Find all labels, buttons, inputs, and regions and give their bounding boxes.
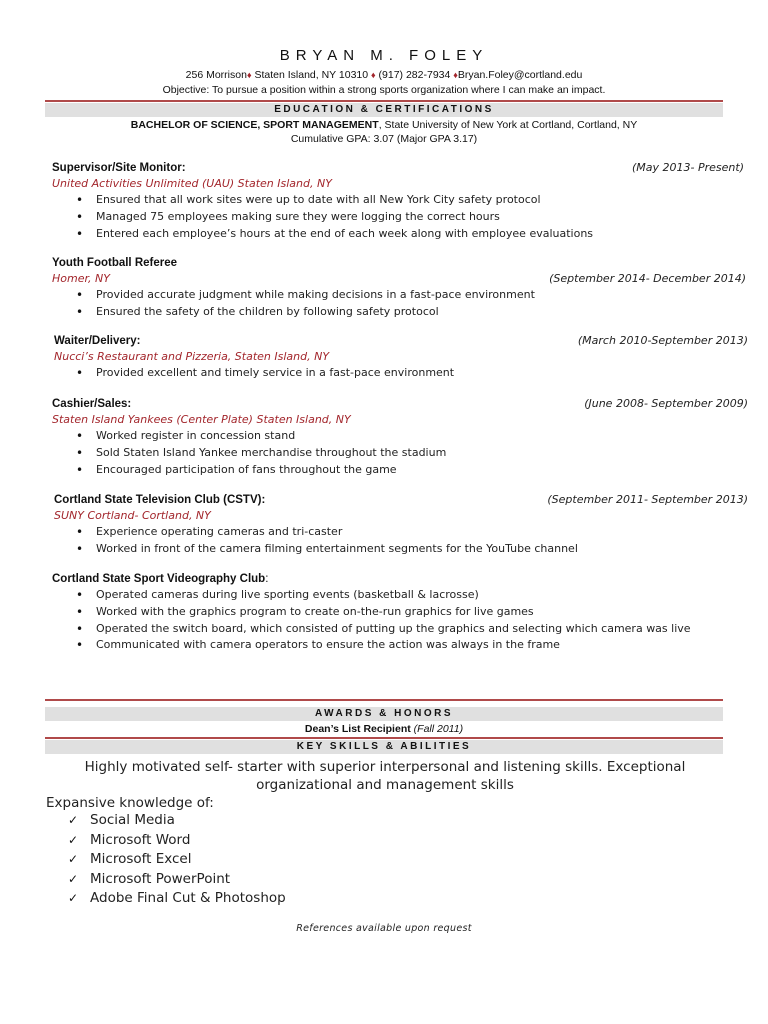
list-item: • Provided excellent and timely service in a fast-pace environment bbox=[76, 365, 754, 382]
knowledge-label: Expansive knowledge of: bbox=[46, 795, 214, 811]
job-bullets bbox=[76, 524, 754, 558]
job-bullets bbox=[76, 192, 752, 242]
skills-heading: KEY SKILLS & ABILITIES bbox=[45, 740, 723, 754]
city: Staten Island, NY 10310 bbox=[254, 69, 369, 81]
job-title: Waiter/Delivery: bbox=[54, 335, 141, 347]
skills-summary: Highly motivated self- starter with superior interpersonal and listening skills. Exceptional organizational and management skills bbox=[84, 759, 686, 793]
list-item: • Experience operating cameras and tri-caster bbox=[76, 524, 754, 541]
skill-label: Microsoft Word bbox=[90, 831, 191, 848]
list-item: • Worked register in concession stand bbox=[76, 428, 752, 445]
checkmark-icon: ✓ bbox=[68, 832, 79, 847]
checkmark-icon: ✓ bbox=[68, 813, 79, 827]
address: 256 Morrison bbox=[185, 69, 247, 81]
checkmark-icon: ✓ bbox=[68, 871, 79, 886]
job-title: Supervisor/Site Monitor: bbox=[52, 162, 186, 174]
list-item: • Sold Staten Island Yankee merchandise throughout the stadium bbox=[76, 445, 752, 462]
list-item: • Ensured the safety of the children by following safety protocol bbox=[76, 304, 752, 321]
list-item bbox=[68, 889, 286, 909]
references-note: References available upon request bbox=[296, 923, 472, 934]
job-title-suffix: : bbox=[265, 573, 269, 585]
job-title: Cortland State Television Club (CSTV): bbox=[54, 494, 266, 506]
list-item: • Worked in front of the camera filming entertainment segments for the YouTube channel bbox=[76, 541, 754, 558]
job-entry bbox=[52, 571, 752, 654]
skill-label: Microsoft PowerPoint bbox=[90, 870, 231, 887]
education-heading: EDUCATION & CERTIFICATIONS bbox=[45, 103, 723, 117]
skills-list bbox=[68, 811, 286, 909]
job-date: (June 2008- September 2009) bbox=[584, 397, 748, 410]
gpa: Cumulative GPA: 3.07 (Major GPA 3.17) bbox=[290, 133, 478, 145]
job-title-text: Cortland State Sport Videography Club bbox=[52, 573, 266, 585]
job-title bbox=[52, 571, 752, 587]
section-rule bbox=[45, 100, 723, 102]
awards-heading: AWARDS & HONORS bbox=[45, 707, 723, 721]
job-date: (September 2014- December 2014) bbox=[549, 272, 746, 285]
section-rule bbox=[45, 737, 723, 739]
degree-line bbox=[0, 119, 768, 131]
job-entry bbox=[52, 396, 752, 478]
list-item: • Communicated with camera operators to ensure the action was always in the frame bbox=[76, 637, 752, 654]
job-organization: Homer, NY bbox=[52, 272, 110, 285]
job-organization: Nucci’s Restaurant and Pizzeria, Staten Island, NY bbox=[54, 350, 330, 363]
job-bullets bbox=[76, 365, 754, 382]
checkmark-icon: ✓ bbox=[68, 891, 79, 906]
job-organization: Staten Island Yankees (Center Plate) Staten Island, NY bbox=[52, 413, 351, 426]
job-date: (March 2010-September 2013) bbox=[577, 334, 748, 347]
job-title: Youth Football Referee bbox=[52, 257, 178, 269]
list-item bbox=[68, 850, 286, 870]
job-date: (September 2011- September 2013) bbox=[547, 493, 748, 506]
list-item bbox=[68, 831, 286, 851]
job-bullets bbox=[76, 287, 752, 321]
job-organization: SUNY Cortland- Cortland, NY bbox=[54, 509, 211, 522]
award-name: Dean’s List Recipient bbox=[304, 723, 411, 735]
list-item: • Ensured that all work sites were up to date with all New York City safety protocol bbox=[76, 192, 752, 209]
list-item: • Operated the switch board, which consisted of putting up the graphics and selecting which camera was live bbox=[76, 621, 752, 638]
candidate-name: BRYAN M. FOLEY bbox=[279, 47, 489, 64]
award-item bbox=[0, 723, 768, 735]
objective: Objective: To pursue a position within a strong sports organization where I can make an impact. bbox=[162, 84, 606, 96]
skill-label: Adobe Final Cut & Photoshop bbox=[90, 890, 286, 907]
award-date: (Fall 2011) bbox=[413, 723, 464, 735]
degree: BACHELOR OF SCIENCE, SPORT MANAGEMENT bbox=[130, 119, 379, 131]
job-title: Cashier/Sales: bbox=[52, 398, 132, 410]
section-rule bbox=[45, 699, 723, 701]
job-entry bbox=[52, 255, 752, 321]
job-bullets bbox=[76, 587, 752, 654]
list-item: • Entered each employee’s hours at the end of each week along with employee evaluations bbox=[76, 226, 752, 243]
list-item: • Operated cameras during live sporting events (basketball & lacrosse) bbox=[76, 587, 752, 604]
email-link[interactable]: Bryan.Foley@cortland.edu bbox=[457, 69, 583, 81]
separator-diamond-icon: ♦ bbox=[246, 70, 252, 80]
skill-label: Microsoft Excel bbox=[90, 851, 192, 868]
list-item: • Provided accurate judgment while making decisions in a fast-pace environment bbox=[76, 287, 752, 304]
list-item bbox=[68, 811, 286, 831]
list-item: • Worked with the graphics program to create on-the-run graphics for live games bbox=[76, 604, 752, 621]
skill-label: Social Media bbox=[90, 812, 175, 828]
school: , State University of New York at Cortland, Cortland, NY bbox=[378, 119, 638, 131]
phone: (917) 282-7934 bbox=[378, 69, 451, 81]
job-date: (May 2013- Present) bbox=[632, 161, 744, 174]
job-organization: United Activities Unlimited (UAU) Staten Island, NY bbox=[52, 177, 332, 190]
job-entry bbox=[54, 333, 754, 382]
list-item bbox=[68, 870, 286, 890]
job-bullets bbox=[76, 428, 752, 478]
separator-diamond-icon: ♦ bbox=[453, 70, 458, 80]
list-item: • Encouraged participation of fans throughout the game bbox=[76, 462, 752, 479]
job-entry bbox=[52, 160, 752, 242]
contact-line bbox=[0, 69, 768, 81]
checkmark-icon: ✓ bbox=[68, 852, 79, 867]
separator-diamond-icon: ♦ bbox=[371, 70, 376, 80]
job-entry bbox=[54, 492, 754, 558]
list-item: • Managed 75 employees making sure they were logging the correct hours bbox=[76, 209, 752, 226]
